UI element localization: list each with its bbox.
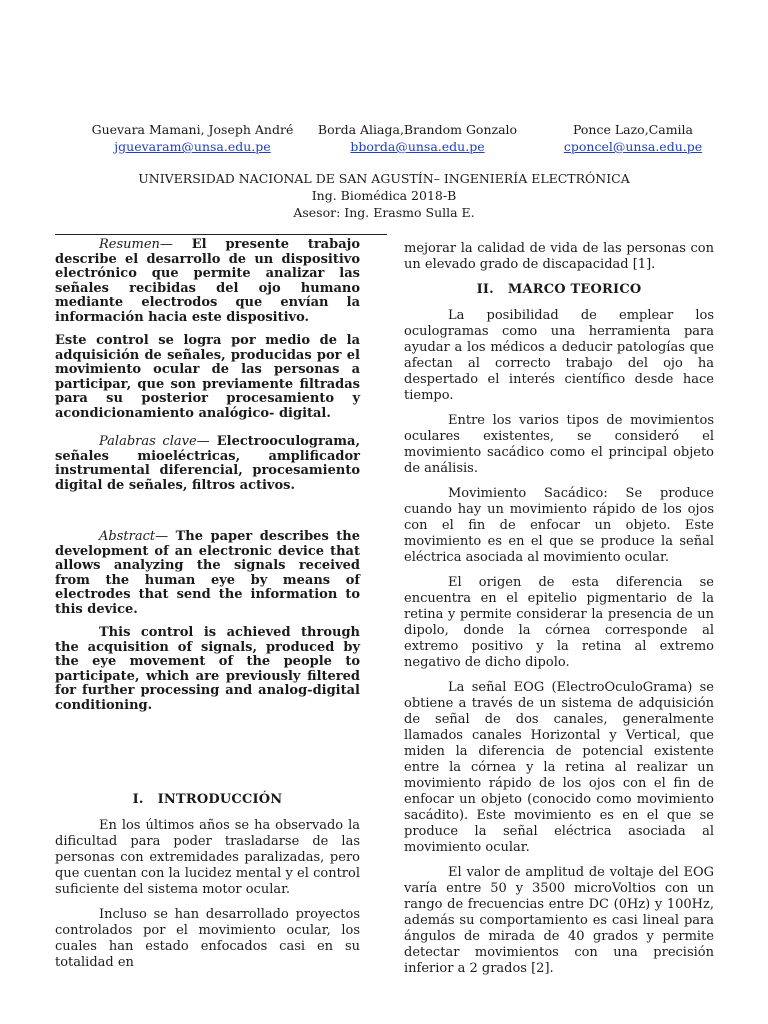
section-heading-introduccion [55, 792, 360, 808]
university-line: UNIVERSIDAD NACIONAL DE SAN AGUSTÍN– INGENIERÍA ELECTRÓNICA [138, 171, 630, 186]
section-heading-marco-teorico [404, 282, 714, 298]
author-2-name: Borda Aliaga,Brandom Gonzalo [317, 122, 518, 137]
marco-paragraph-1: La posibilidad de emplear los oculogramas como una herramienta para ayudar a los médicos a deducir patologías que afectan al correcto trabajo del ojo ha despertado el interés científico desde hace tiempo. [404, 308, 714, 403]
resumen-text: El presente trabajo describe el desarrollo de un dispositivo electrónico que permite analizar las señales recibidas del ojo humano mediante electrodos que envían la información hacia este dispositivo. [55, 237, 360, 325]
keywords-label: Palabras clave— [99, 434, 210, 449]
continuation-paragraph: mejorar la calidad de vida de las personas con un elevado grado de discapacidad [1]. [404, 241, 714, 272]
institution-block [0, 170, 768, 221]
header-divider [55, 234, 387, 235]
author-2 [310, 121, 525, 155]
abstract-label: Abstract— [99, 529, 169, 544]
author-1-email[interactable]: jguevaram@unsa.edu.pe [114, 139, 271, 154]
author-3-name: Ponce Lazo,Camila [572, 122, 693, 137]
abstract-paragraph-2: This control is achieved through the acquisition of signals, produced by the eye movement of the people to participate, which are previously filtered for further processing and analog-digital conditioning. [55, 625, 360, 713]
advisor-line: Asesor: Ing. Erasmo Sulla E. [293, 205, 475, 220]
resumen-paragraph [55, 238, 360, 325]
program-line: Ing. Biomédica 2018-B [311, 188, 457, 203]
intro-paragraph-1: En los últimos años se ha observado la dificultad para poder trasladarse de las personas con extremidades paralizadas, pero que cuentan con la lucidez mental y el control suficiente del sistema motor ocular. [55, 818, 360, 897]
keywords-text: Electrooculograma, señales mioeléctricas, amplificador instrumental diferencial, procesamiento digital de señales, filtros activos. [55, 434, 360, 493]
section-2-number: II. [476, 282, 494, 297]
marco-paragraph-2: Entre los varios tipos de movimientos oculares existentes, se consideró el movimiento sacádico como el principal objeto de análisis. [404, 413, 714, 476]
section-1-title: INTRODUCCIÓN [157, 792, 283, 807]
author-3 [538, 121, 728, 155]
left-column [55, 238, 360, 980]
intro-paragraph-2: Incluso se han desarrollado proyectos controlados por el movimiento ocular, los cuales han estado enfocados casi en su totalidad en [55, 907, 360, 970]
author-3-email[interactable]: cponcel@unsa.edu.pe [563, 139, 703, 154]
marco-paragraph-6: El valor de amplitud de voltaje del EOG varía entre 50 y 3500 microVoltios con un rango de frecuencias entre DC (0Hz) y 100Hz, además su comportamiento es casi lineal para ángulos de mirada de 40 grados y permite detectar movimientos con una precisión inferior a 2 grados [2]. [404, 865, 714, 976]
abstract-text: The paper describes the development of an electronic device that allows analyzing the signals received from the human eye by means of electrodes that send the information to this device. [55, 529, 360, 617]
resumen-paragraph-2: Este control se logra por medio de la adquisición de señales, producidas por el movimiento ocular de las personas a participar, que son previamente filtradas para su posterior procesamiento y acondicionamiento analógico- digital. [55, 333, 360, 421]
marco-paragraph-4: El origen de esta diferencia se encuentra en el epitelio pigmentario de la retina y permite considerar la presencia de un dipolo, donde la córnea corresponde al extremo positivo y la retina al extremo negativo de dicho dipolo. [404, 575, 714, 670]
marco-paragraph-3: Movimiento Sacádico: Se produce cuando hay un movimiento rápido de los ojos con el fin de enfocar un objeto. Este movimiento es en el que se produce la señal eléctrica asociada al movimiento ocular. [404, 486, 714, 565]
author-1-name: Guevara Mamani, Joseph André [91, 122, 294, 137]
author-2-email[interactable]: bborda@unsa.edu.pe [350, 139, 485, 154]
resumen-label: Resumen— [99, 237, 173, 252]
author-1 [90, 121, 295, 155]
section-2-title: MARCO TEORICO [507, 282, 642, 297]
right-column [404, 241, 714, 986]
abstract-paragraph [55, 530, 360, 617]
keywords-paragraph [55, 435, 360, 493]
marco-paragraph-5: La señal EOG (ElectroOculoGrama) se obtiene a través de un sistema de adquisición de señal de dos canales, generalmente llamados canales Horizontal y Vertical, que miden la diferencia de potencial existente entre la córnea y la retina al realizar un movimiento rápido de los ojos con el fin de enfocar un objeto (conocido como movimiento sacádito). Este movimiento es en el que se produce la señal eléctrica asociada al movimiento ocular. [404, 680, 714, 855]
section-1-number: I. [132, 792, 144, 807]
